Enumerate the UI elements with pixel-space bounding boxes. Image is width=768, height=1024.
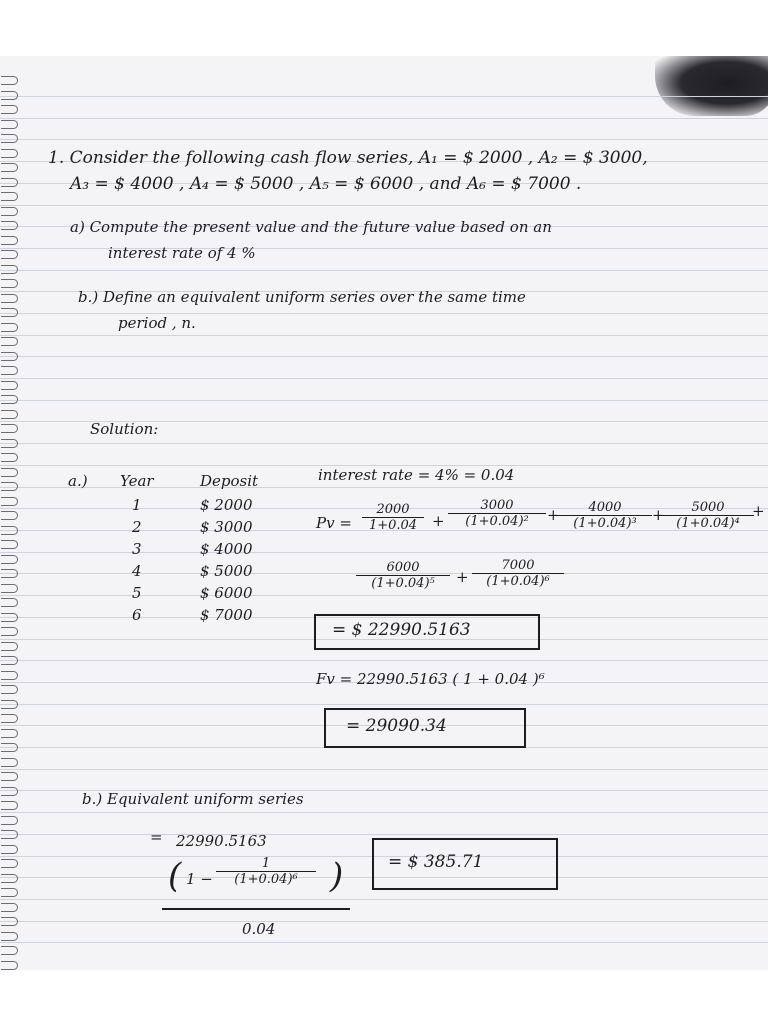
year-cell: 2	[132, 518, 142, 536]
pv-result: = $ 22990.5163	[332, 620, 471, 640]
spiral-coil	[1, 772, 18, 781]
pv-term-1-numerator: 2000	[362, 502, 424, 518]
ruled-line	[0, 704, 768, 705]
pv-term-1	[362, 502, 424, 533]
question-a-line-1: a) Compute the present value and the future value based on an	[70, 218, 552, 236]
ruled-line	[0, 270, 768, 271]
ruled-line	[0, 812, 768, 813]
ruled-line	[0, 552, 768, 553]
fv-result: = 29090.34	[346, 716, 447, 736]
spiral-coil	[1, 221, 18, 230]
pv-term-5	[356, 560, 450, 591]
spiral-coil	[1, 134, 18, 143]
deposit-cell: $ 3000	[200, 518, 253, 536]
pv-term-5-numerator: 6000	[356, 560, 450, 576]
spiral-coil	[1, 569, 18, 578]
one-minus: 1 −	[186, 870, 213, 888]
spiral-coil	[1, 163, 18, 172]
ruled-line	[0, 443, 768, 444]
spiral-coil	[1, 279, 18, 288]
inner-denominator: (1+0.04)⁶	[234, 872, 298, 887]
spiral-coil	[1, 424, 18, 433]
ruled-line	[0, 942, 768, 943]
spiral-coil	[1, 816, 18, 825]
spiral-coil	[1, 410, 18, 419]
pv-term-2-denominator: (1+0.04)²	[465, 514, 529, 529]
spiral-coil	[1, 439, 18, 448]
spiral-coil	[1, 671, 18, 680]
spiral-coil	[1, 700, 18, 709]
ruled-line	[0, 899, 768, 900]
spiral-coil	[1, 888, 18, 897]
spiral-coil	[1, 149, 18, 158]
problem-line-2: A₃ = $ 4000 , A₄ = $ 5000 , A₅ = $ 6000 , and A₆ = $ 7000 .	[70, 174, 582, 194]
spiral-coil	[1, 526, 18, 535]
spiral-binding	[0, 56, 22, 970]
year-cell: 5	[132, 584, 142, 602]
spiral-coil	[1, 192, 18, 201]
spiral-coil	[1, 453, 18, 462]
spiral-coil	[1, 308, 18, 317]
pv-term-6-denominator: (1+0.04)⁶	[486, 574, 550, 589]
spiral-coil	[1, 830, 18, 839]
main-fraction-bar	[162, 908, 350, 910]
spiral-coil	[1, 76, 18, 85]
ruled-line	[0, 921, 768, 922]
left-paren: (	[168, 856, 182, 896]
deposit-cell: $ 7000	[200, 606, 253, 624]
solution-heading: Solution:	[90, 420, 159, 438]
ruled-line	[0, 96, 768, 97]
spiral-coil	[1, 468, 18, 477]
ruled-line	[0, 356, 768, 357]
pv-term-5-denominator: (1+0.04)⁵	[371, 576, 435, 591]
spiral-coil	[1, 497, 18, 506]
deposit-cell: $ 6000	[200, 584, 253, 602]
equals-sign: =	[150, 828, 163, 846]
spiral-coil	[1, 540, 18, 549]
spiral-coil	[1, 105, 18, 114]
plus-sign: +	[752, 502, 765, 520]
eq-numerator: 22990.5163	[176, 832, 267, 850]
ruled-line	[0, 834, 768, 835]
spiral-coil	[1, 801, 18, 810]
pv-term-4	[662, 500, 754, 531]
pv-label: Pv =	[316, 514, 352, 532]
spiral-coil	[1, 917, 18, 926]
ruled-line	[0, 118, 768, 119]
year-header: Year	[120, 472, 154, 490]
ruled-line	[0, 487, 768, 488]
spiral-coil	[1, 395, 18, 404]
year-cell: 6	[132, 606, 142, 624]
question-b-line-2: period , n.	[118, 314, 196, 332]
uniform-series-result: = $ 385.71	[388, 852, 484, 872]
spiral-coil	[1, 758, 18, 767]
deposit-cell: $ 5000	[200, 562, 253, 580]
spiral-coil	[1, 685, 18, 694]
pv-term-1-denominator: 1+0.04	[368, 518, 418, 533]
ruled-line	[0, 313, 768, 314]
pv-term-2	[448, 498, 546, 529]
spiral-coil	[1, 787, 18, 796]
spiral-coil	[1, 584, 18, 593]
question-b-line-1: b.) Define an equivalent uniform series over the same time	[78, 288, 526, 306]
part-b-label: b.) Equivalent uniform series	[82, 790, 304, 808]
spiral-coil	[1, 743, 18, 752]
interest-rate: interest rate = 4% = 0.04	[318, 466, 515, 484]
pv-term-3	[558, 500, 652, 531]
spiral-coil	[1, 366, 18, 375]
year-cell: 3	[132, 540, 142, 558]
pv-term-6-numerator: 7000	[472, 558, 564, 574]
spiral-coil	[1, 178, 18, 187]
spiral-coil	[1, 265, 18, 274]
spiral-coil	[1, 656, 18, 665]
spiral-coil	[1, 932, 18, 941]
plus-sign: +	[456, 568, 469, 586]
spiral-coil	[1, 627, 18, 636]
notebook-page	[0, 56, 768, 970]
spiral-coil	[1, 381, 18, 390]
spiral-coil	[1, 236, 18, 245]
spiral-coil	[1, 294, 18, 303]
spiral-coil	[1, 729, 18, 738]
inner-fraction	[216, 856, 316, 887]
question-a-line-2: interest rate of 4 %	[108, 244, 256, 262]
plus-sign: +	[547, 506, 560, 524]
spiral-coil	[1, 874, 18, 883]
spiral-coil	[1, 598, 18, 607]
eq-denominator: 0.04	[242, 920, 276, 938]
plus-sign: +	[432, 512, 445, 530]
spiral-coil	[1, 903, 18, 912]
ruled-line	[0, 595, 768, 596]
ruled-line	[0, 378, 768, 379]
pv-term-6	[472, 558, 564, 589]
ruled-line	[0, 400, 768, 401]
spiral-coil	[1, 337, 18, 346]
pv-term-3-denominator: (1+0.04)³	[573, 516, 637, 531]
problem-line-1: 1. Consider the following cash flow series, A₁ = $ 2000 , A₂ = $ 3000,	[48, 148, 648, 168]
spiral-coil	[1, 859, 18, 868]
pv-term-2-numerator: 3000	[448, 498, 546, 514]
ruled-line	[0, 335, 768, 336]
plus-sign: +	[652, 506, 665, 524]
spiral-coil	[1, 482, 18, 491]
year-cell: 4	[132, 562, 142, 580]
spiral-coil	[1, 613, 18, 622]
pv-term-3-numerator: 4000	[558, 500, 652, 516]
spiral-coil	[1, 323, 18, 332]
spiral-coil	[1, 511, 18, 520]
year-cell: 1	[132, 496, 142, 514]
inner-numerator: 1	[216, 856, 316, 872]
part-a-label: a.)	[68, 472, 88, 490]
right-paren: )	[330, 856, 344, 896]
ruled-line	[0, 205, 768, 206]
ruled-line	[0, 769, 768, 770]
spiral-coil	[1, 352, 18, 361]
spiral-coil	[1, 555, 18, 564]
pv-term-4-numerator: 5000	[662, 500, 754, 516]
spiral-coil	[1, 250, 18, 259]
deposit-cell: $ 2000	[200, 496, 253, 514]
spiral-coil	[1, 642, 18, 651]
spiral-coil	[1, 961, 18, 970]
spiral-coil	[1, 845, 18, 854]
deposit-cell: $ 4000	[200, 540, 253, 558]
deposit-header: Deposit	[200, 472, 259, 490]
dark-shadow	[655, 56, 768, 116]
spiral-coil	[1, 714, 18, 723]
fv-formula: Fv = 22990.5163 ( 1 + 0.04 )⁶	[316, 670, 545, 688]
spiral-coil	[1, 207, 18, 216]
spiral-coil	[1, 91, 18, 100]
ruled-line	[0, 139, 768, 140]
spiral-coil	[1, 946, 18, 955]
ruled-line	[0, 660, 768, 661]
pv-term-4-denominator: (1+0.04)⁴	[676, 516, 740, 531]
spiral-coil	[1, 120, 18, 129]
